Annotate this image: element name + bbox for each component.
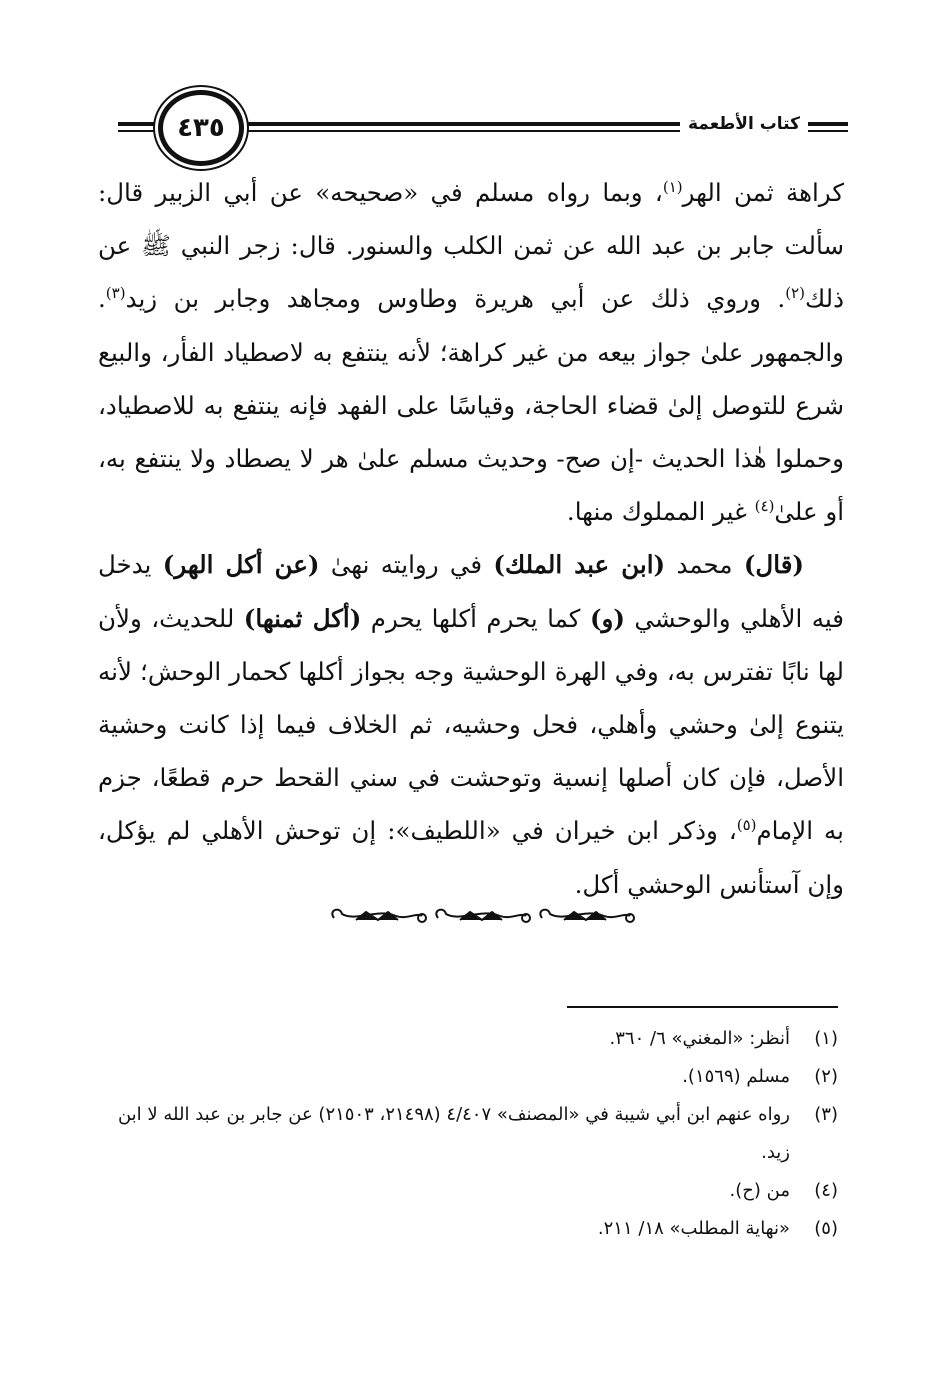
- footnote-marker-2[interactable]: (٢): [785, 284, 805, 303]
- paragraph-2: [98, 538, 844, 910]
- text-run: كما يحرم أكلها يحرم: [361, 603, 590, 633]
- footnote-text: رواه عنهم ابن أبي شيبة في «المصنف» ٤/٤٠٧ (٢١٤٩٨، ٢١٥٠٣) عن جابر بن عبد الله لا ابن زيد.: [117, 1104, 790, 1163]
- bold-run: (عن أكل الهر): [162, 550, 320, 580]
- bold-run: (أكل ثمنها): [243, 603, 362, 633]
- footnote-2: [110, 1058, 838, 1096]
- text-run: ، وبما رواه مسلم في «صحيحه» عن أبي الزبير قال: سألت جابر بن عبد الله عن ثمن الكلب والسنور. قال: زجر النبي ﷺ عن ذلك: [98, 178, 844, 314]
- text-run: غير المملوك منها.: [566, 497, 755, 527]
- ornament-flourish: [332, 910, 426, 922]
- running-title: كتاب الأطعمة: [680, 112, 808, 136]
- footnote-marker-3[interactable]: (٣): [105, 284, 126, 303]
- page-header: [118, 86, 848, 168]
- footnote-1: [110, 1020, 838, 1058]
- text-run: محمد: [665, 550, 744, 580]
- footnote-number: (٥): [814, 1218, 838, 1239]
- footnote-number: (٤): [814, 1180, 838, 1201]
- text-run: . والجمهور علىٰ جواز بيعه من غير كراهة؛ لأنه ينتفع به لاصطياد الفأر، والبيع شرع للتوصل إلىٰ قضاء الحاجة، وقياسًا على الفهد فإنه ينتفع به للاصطياد، وحملوا هٰذا الحديث -إن صح- وحديث مسلم علىٰ هر لا يصطاد ولا ينتفع به، أو علىٰ: [98, 284, 844, 527]
- section-ornament: [326, 900, 636, 934]
- main-text: [98, 166, 844, 911]
- header-rule-cap: [816, 116, 848, 134]
- text-run: يدخل فيه الأهلي والوحشي: [98, 550, 845, 633]
- page-number-badge: [158, 90, 244, 166]
- footnote-marker-1[interactable]: (١): [662, 178, 683, 196]
- text-run: ، وذكر ابن خيران في «اللطيف»: إن توحش الأهلي لم يؤكل، وإن آستأنس الوحشي أكل.: [98, 816, 844, 899]
- footnote-marker-4[interactable]: (٤): [754, 497, 775, 516]
- footnote-number: (٢): [814, 1066, 838, 1087]
- footnote-4: [110, 1172, 838, 1210]
- text-run: في روايته نهىٰ: [319, 550, 494, 580]
- ornament-flourish: [540, 910, 634, 922]
- footnotes: [110, 1020, 838, 1248]
- text-run: كراهة ثمن الهر: [682, 178, 844, 207]
- footnote-number: (٣): [814, 1104, 838, 1125]
- footnote-5: [110, 1210, 838, 1248]
- bold-run: (و): [589, 603, 625, 633]
- text-run: للحديث، ولأن لها نابًا تفترس به، وفي الهرة الوحشية وجه بجواز أكلها كحمار الوحش؛ لأنه يتنوع إلىٰ وحشي وأهلي، فحل وحشيه، ثم الخلاف فيما إذا كانت وحشية الأصل، فإن كان أصلها إنسية وتوحشت في سني القحط حرم قطعًا، جزم به الإمام: [98, 603, 844, 846]
- footnote-text: من (ح).: [729, 1180, 790, 1201]
- paragraph-1: [98, 166, 844, 538]
- ornament-flourish: [436, 910, 530, 922]
- footnote-marker-5[interactable]: (٥): [736, 816, 757, 835]
- footnote-text: «نهاية المطلب» ١٨/ ٢١١.: [597, 1218, 790, 1239]
- footnote-text: مسلم (١٥٦٩).: [682, 1066, 790, 1087]
- bold-run: (قال): [743, 550, 805, 580]
- footnote-3: [110, 1096, 838, 1172]
- page-number: ٤٣٥: [177, 113, 225, 143]
- text-run: . وروي ذلك عن أبي هريرة وطاوس ومجاهد وجابر بن زيد: [125, 284, 786, 314]
- footnote-text: أنظر: «المغني» ٦/ ٣٦٠.: [609, 1028, 790, 1049]
- footnote-number: (١): [814, 1028, 838, 1049]
- footnote-separator: [567, 1006, 838, 1008]
- bold-run: (ابن عبد الملك): [493, 550, 666, 580]
